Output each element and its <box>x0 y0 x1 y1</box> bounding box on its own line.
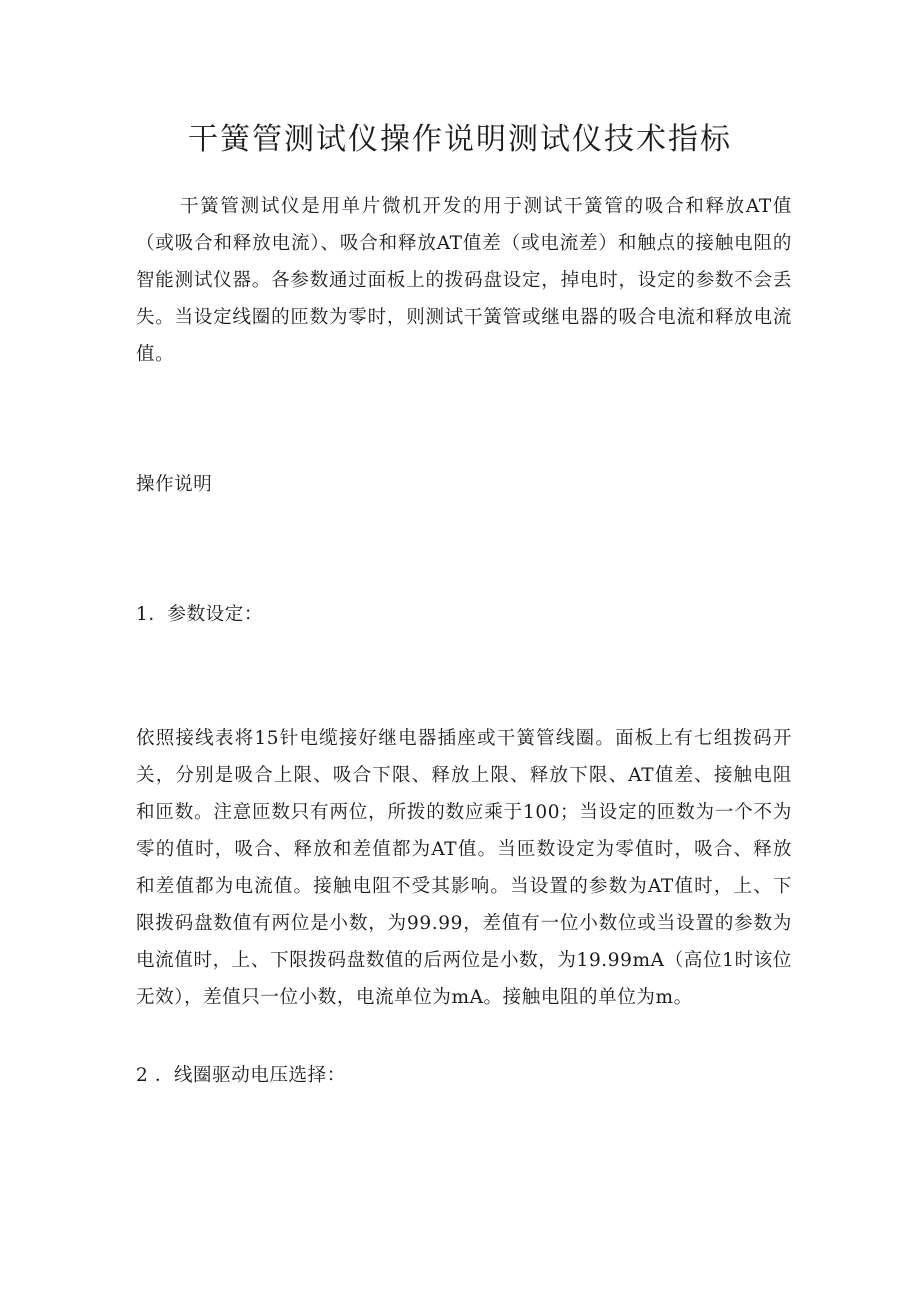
item-2-heading: 2 ．线圈驱动电压选择： <box>136 1065 346 1086</box>
item-1-body: 依照接线表将15针电缆接好继电器插座或干簧管线圈。面板上有七组拨码开关，分别是吸合上限、吸合下限、释放上限、释放下限、AT值差、接触电阻和匝数。注意匝数只有两位，所拨的数应乘于100；当设定的匝数为一个不为零的值时，吸合、释放和差值都为AT值。当匝数设定为零值时，吸合、释放和差值都为电流值。接触电阻不受其影响。当设置的参数为AT值时，上、下限拨码盘数值有两位是小数，为99.99，差值有一位小数位或当设置的参数为电流值时，上、下限拨码盘数值的后两位是小数，为19.99mA（高位1时该位无效），差值只一位小数，电流单位为mA。接触电阻的单位为m。 <box>136 728 792 1008</box>
document-title: 干簧管测试仪操作说明测试仪技术指标 <box>188 122 732 157</box>
item-1-heading: 1．参数设定： <box>136 604 263 625</box>
intro-paragraph: 干簧管测试仪是用单片微机开发的用于测试干簧管的吸合和释放AT值（或吸合和释放电流）、吸合和释放AT值差（或电流差）和触点的接触电阻的智能测试仪器。各参数通过面板上的拨码盘设定，掉电时，设定的参数不会丢失。当设定线圈的匝数为零时，则测试干簧管或继电器的吸合电流和释放电流值。 <box>136 196 792 365</box>
section-heading-operation: 操作说明 <box>136 474 213 495</box>
